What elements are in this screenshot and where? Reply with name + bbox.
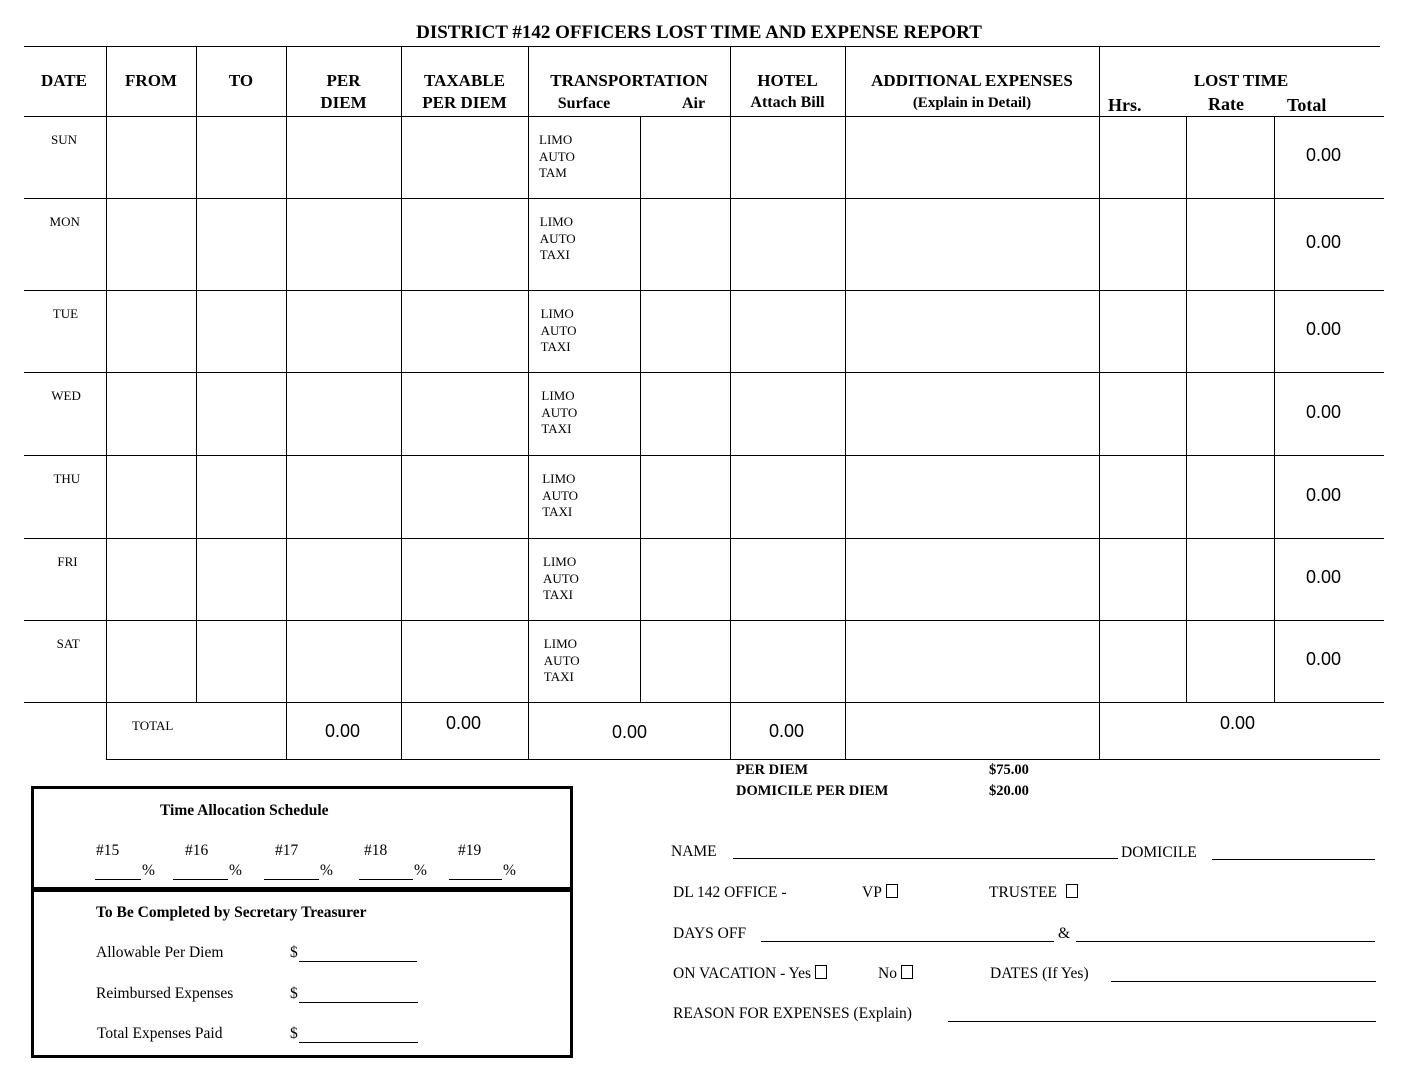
row-divider <box>24 198 1384 199</box>
allowable-currency: $ <box>290 944 298 961</box>
total-paid-currency: $ <box>290 1025 298 1042</box>
domicile-rate-label: DOMICILE PER DIEM <box>736 783 889 799</box>
header-taxable-line1: TAXABLE <box>424 71 505 90</box>
transport-options-tue: LIMO AUTO TAXI <box>540 306 577 354</box>
lost-time-total-tue: 0.00 <box>1306 319 1342 339</box>
vp-label: VP <box>862 884 882 901</box>
allocation-field-18[interactable] <box>359 879 413 880</box>
lost-time-total-sun: 0.00 <box>1306 145 1342 165</box>
day-label-mon: MON <box>49 214 80 229</box>
totals-label: TOTAL <box>132 718 174 733</box>
allocation-percent-18: % <box>414 862 427 879</box>
domicile-label: DOMICILE <box>1121 844 1197 861</box>
col-line-rate <box>1186 116 1187 702</box>
header-hrs: Hrs. <box>1108 95 1142 115</box>
header-surface: Surface <box>557 95 611 112</box>
dates-field[interactable] <box>1111 981 1376 982</box>
header-lost-time: LOST TIME <box>1193 71 1289 90</box>
allocation-item-15: #15 <box>96 842 120 859</box>
header-date: DATE <box>41 71 87 90</box>
col-line-total <box>1274 116 1275 702</box>
vacation-no-checkbox[interactable] <box>901 965 913 979</box>
trustee-option <box>989 884 1078 902</box>
vacation-no-option <box>878 965 913 983</box>
row-divider <box>24 455 1384 456</box>
header-from: FROM <box>125 71 177 90</box>
allocation-item-17: #17 <box>275 842 299 859</box>
allocation-field-16[interactable] <box>173 879 228 880</box>
day-label-sun: SUN <box>50 132 77 147</box>
allocation-percent-15: % <box>142 862 155 879</box>
name-label: NAME <box>671 843 717 860</box>
days-off-field-2[interactable] <box>1076 941 1375 942</box>
allocation-percent-17: % <box>320 862 333 879</box>
row-divider <box>24 702 1384 703</box>
vacation-yes-checkbox[interactable] <box>815 965 827 979</box>
header-air: Air <box>682 95 706 112</box>
per-diem-rate-label: PER DIEM <box>736 762 809 778</box>
header-hotel <box>730 70 845 114</box>
col-line-hotel <box>730 46 731 759</box>
row-divider <box>24 290 1384 291</box>
transport-options-mon: LIMO AUTO TAXI <box>539 214 576 262</box>
allocation-item-19: #19 <box>458 842 482 859</box>
row-divider <box>24 372 1384 373</box>
total-per-diem: 0.00 <box>325 721 361 741</box>
col-line-transportation <box>528 46 529 759</box>
header-hotel-line1: HOTEL <box>757 71 818 90</box>
col-line-per-diem <box>286 46 287 759</box>
allocation-percent-16: % <box>229 862 242 879</box>
total-transportation: 0.00 <box>612 722 648 742</box>
lost-time-total-fri: 0.00 <box>1306 567 1342 587</box>
reimbursed-expenses-label: Reimbursed Expenses <box>96 985 234 1002</box>
dates-label: DATES (If Yes) <box>990 965 1089 982</box>
total-hotel: 0.00 <box>769 721 805 741</box>
row-divider <box>24 538 1384 539</box>
domicile-field[interactable] <box>1212 859 1375 860</box>
time-allocation-title: Time Allocation Schedule <box>160 802 329 819</box>
allocation-field-17[interactable] <box>264 879 319 880</box>
vacation-no-label: No <box>878 965 897 982</box>
lost-time-total-thu: 0.00 <box>1306 484 1342 505</box>
reimbursed-expenses-field[interactable] <box>299 1002 418 1003</box>
allocation-field-15[interactable] <box>95 879 141 880</box>
transport-options-sat: LIMO AUTO TAXI <box>543 636 580 684</box>
per-diem-rate-value: $75.00 <box>989 762 1029 778</box>
reason-field[interactable] <box>948 1021 1376 1022</box>
day-label-wed: WED <box>51 388 81 403</box>
days-off-label: DAYS OFF <box>673 925 747 942</box>
total-expenses-paid-field[interactable] <box>299 1042 418 1043</box>
header-transportation: TRANSPORTATION <box>550 71 708 90</box>
vp-option <box>862 884 898 902</box>
header-to: TO <box>228 71 254 90</box>
days-off-amp: & <box>1058 925 1071 942</box>
trustee-checkbox[interactable] <box>1066 884 1078 898</box>
header-total: Total <box>1287 95 1327 115</box>
col-line-additional <box>845 46 846 759</box>
secretary-title: To Be Completed by Secretary Treasurer <box>96 904 367 921</box>
allocation-field-19[interactable] <box>449 879 502 880</box>
reason-label: REASON FOR EXPENSES (Explain) <box>673 1005 912 1022</box>
page-title: DISTRICT #142 OFFICERS LOST TIME AND EXPENSE REPORT <box>416 22 982 43</box>
transport-options-sun: LIMO AUTO TAM <box>539 132 575 180</box>
col-line-to <box>196 46 197 702</box>
header-taxable <box>401 70 528 114</box>
domicile-rate-value: $20.00 <box>989 783 1029 799</box>
day-label-tue: TUE <box>52 306 79 321</box>
allowable-per-diem-label: Allowable Per Diem <box>96 944 224 961</box>
office-label: DL 142 OFFICE - <box>673 884 787 901</box>
lost-time-total-wed: 0.00 <box>1306 401 1342 422</box>
header-per-diem <box>286 70 401 114</box>
header-rate: Rate <box>1208 94 1244 114</box>
allocation-percent-19: % <box>503 862 516 879</box>
transport-options-wed: LIMO AUTO TAXI <box>541 388 578 436</box>
days-off-field-1[interactable] <box>761 941 1054 942</box>
vacation-yes-option <box>673 965 827 983</box>
header-taxable-line2: PER DIEM <box>422 93 507 112</box>
header-per-diem-line2: DIEM <box>320 93 367 112</box>
col-line-taxable <box>401 46 402 759</box>
lost-time-total-sat: 0.00 <box>1306 649 1342 669</box>
col-line-air <box>640 116 641 702</box>
day-label-fri: FRI <box>57 554 78 569</box>
day-label-sat: SAT <box>56 636 80 651</box>
header-additional-line1: ADDITIONAL EXPENSES <box>871 71 1073 90</box>
transport-options-thu: LIMO AUTO TAXI <box>542 471 579 519</box>
allocation-item-18: #18 <box>364 842 388 859</box>
header-additional-line2: (Explain in Detail) <box>912 95 1032 111</box>
total-lost-time: 0.00 <box>1220 713 1256 733</box>
header-additional <box>845 70 1099 114</box>
name-field[interactable] <box>733 858 1118 859</box>
header-per-diem-line1: PER <box>326 71 361 90</box>
col-line-lost-time <box>1099 46 1100 759</box>
allocation-item-16: #16 <box>185 842 209 859</box>
total-taxable: 0.00 <box>446 713 482 733</box>
day-label-thu: THU <box>53 471 81 486</box>
total-expenses-paid-label: Total Expenses Paid <box>97 1025 223 1042</box>
table-top-border <box>24 46 1380 47</box>
row-divider <box>24 620 1384 621</box>
header-hotel-line2: Attach Bill <box>750 94 825 111</box>
lost-time-total-mon: 0.00 <box>1306 232 1342 252</box>
header-bottom-border <box>24 116 1384 117</box>
totals-bottom-border <box>106 759 1380 760</box>
transport-options-fri: LIMO AUTO TAXI <box>543 554 579 602</box>
trustee-label: TRUSTEE <box>989 884 1058 901</box>
vacation-label: ON VACATION - Yes <box>673 965 812 982</box>
allowable-per-diem-field[interactable] <box>299 961 417 962</box>
vp-checkbox[interactable] <box>886 884 898 898</box>
reimbursed-currency: $ <box>290 985 298 1002</box>
